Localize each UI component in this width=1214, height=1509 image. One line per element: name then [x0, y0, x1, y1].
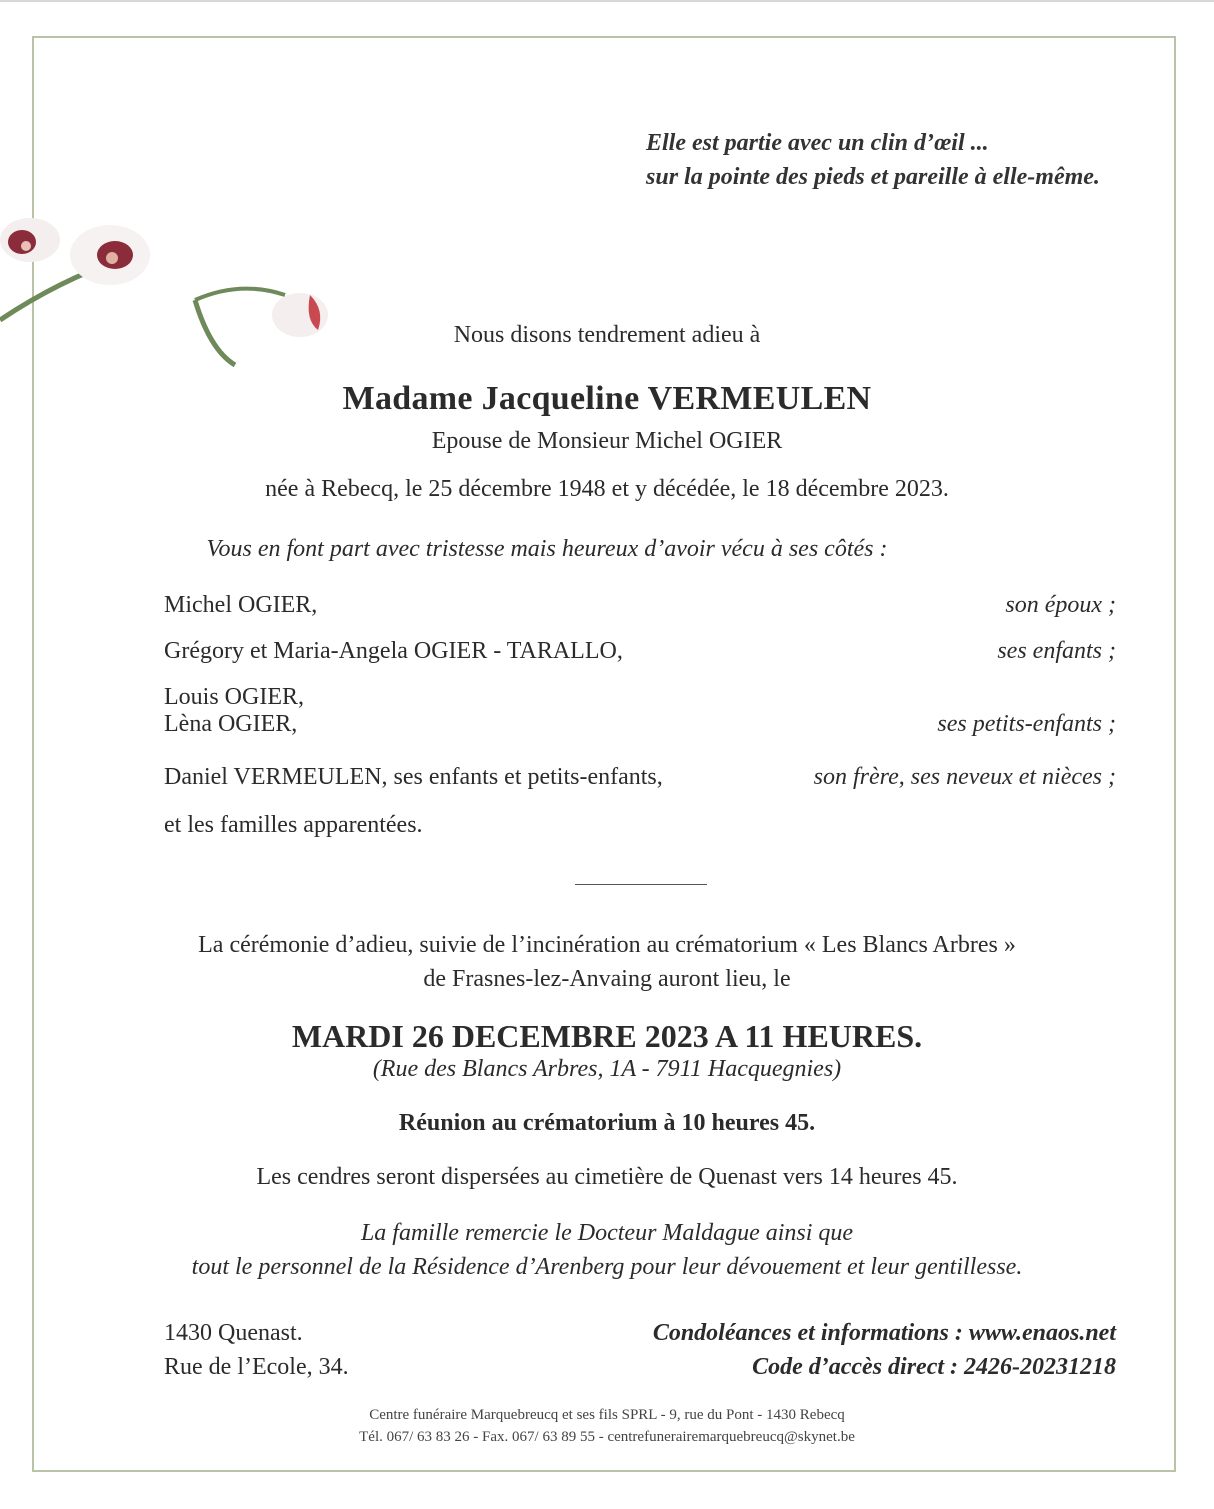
condolences-line-2: Code d’accès direct : 2426-20231218 — [752, 1354, 1116, 1380]
funeral-home-footer — [0, 1404, 1214, 1448]
ceremony-text — [0, 928, 1214, 996]
orchid-stem — [0, 260, 285, 365]
birth-death-dates: née à Rebecq, le 25 décembre 1948 et y décédée, le 18 décembre 2023. — [265, 476, 949, 502]
family-relation: son époux ; — [1005, 592, 1116, 618]
address-line-2: Rue de l’Ecole, 34. — [164, 1354, 349, 1380]
quote-line-1: Elle est partie avec un clin d’œil ... — [646, 130, 989, 156]
family-row — [164, 684, 1116, 738]
orchid-flower-middle — [70, 225, 150, 285]
footer-line-1: Centre funéraire Marquebreucq et ses fils SPRL - 9, rue du Pont - 1430 Rebecq — [369, 1407, 845, 1423]
ceremony-date: MARDI 26 DECEMBRE 2023 A 11 HEURES. — [291, 1018, 923, 1054]
opening-quote — [646, 126, 1166, 194]
thanks-line-2: tout le personnel de la Résidence d’Arenberg pour leur dévouement et leur gentillesse. — [191, 1254, 1023, 1280]
condolences-info — [653, 1316, 1116, 1384]
spouse-line: Epouse de Monsieur Michel OGIER — [431, 428, 783, 454]
family-names: Michel OGIER, — [164, 592, 318, 618]
announcement-line: Vous en font part avec tristesse mais heureux d’avoir vécu à ses côtés : — [206, 536, 888, 562]
orchid-illustration — [0, 200, 360, 380]
intro-text: Nous disons tendrement adieu à — [453, 322, 761, 348]
thanks-line-1: La famille remercie le Docteur Maldague ainsi que — [360, 1220, 854, 1246]
ceremony-address: (Rue des Blancs Arbres, 1A - 7911 Hacquegnies) — [372, 1056, 842, 1082]
address-line-1: 1430 Quenast. — [164, 1320, 303, 1346]
family-relation: ses petits-enfants ; — [937, 711, 1116, 737]
section-divider — [575, 884, 707, 885]
deceased-name: Madame Jacqueline VERMEULEN — [342, 380, 872, 417]
family-relation: ses enfants ; — [997, 638, 1116, 664]
family-relation: son frère, ses neveux et nièces ; — [813, 764, 1116, 790]
family-names: et les familles apparentées. — [164, 812, 423, 838]
family-row — [164, 812, 1116, 839]
condolences-line-1: Condoléances et informations : www.enaos.net — [652, 1320, 1116, 1346]
ashes-note: Les cendres seront dispersées au cimetière de Quenast vers 14 heures 45. — [256, 1164, 958, 1190]
family-name-line: Lèna OGIER, — [164, 711, 298, 737]
ceremony-line-1: La cérémonie d’adieu, suivie de l’incinération au crématorium « Les Blancs Arbres » — [198, 932, 1016, 958]
family-names: Grégory et Maria-Angela OGIER - TARALLO, — [164, 638, 623, 664]
family-row — [164, 764, 1116, 791]
thanks-text — [0, 1216, 1214, 1284]
family-row — [164, 638, 1116, 665]
family-names — [164, 684, 304, 738]
family-names: Daniel VERMEULEN, ses enfants et petits-enfants, — [164, 764, 663, 790]
ceremony-line-2: de Frasnes-lez-Anvaing auront lieu, le — [423, 966, 791, 992]
family-row — [164, 592, 1116, 619]
footer-line-2: Tél. 067/ 63 83 26 - Fax. 067/ 63 89 55 - centrefunerairemarquebreucq@skynet.be — [359, 1429, 855, 1445]
top-edge-line — [0, 0, 1214, 2]
family-address — [164, 1316, 349, 1384]
quote-line-2: sur la pointe des pieds et pareille à elle-même. — [646, 164, 1100, 190]
reunion-note: Réunion au crématorium à 10 heures 45. — [398, 1110, 816, 1136]
family-name-line: Louis OGIER, — [164, 684, 304, 710]
orchid-flower-left — [0, 218, 60, 262]
